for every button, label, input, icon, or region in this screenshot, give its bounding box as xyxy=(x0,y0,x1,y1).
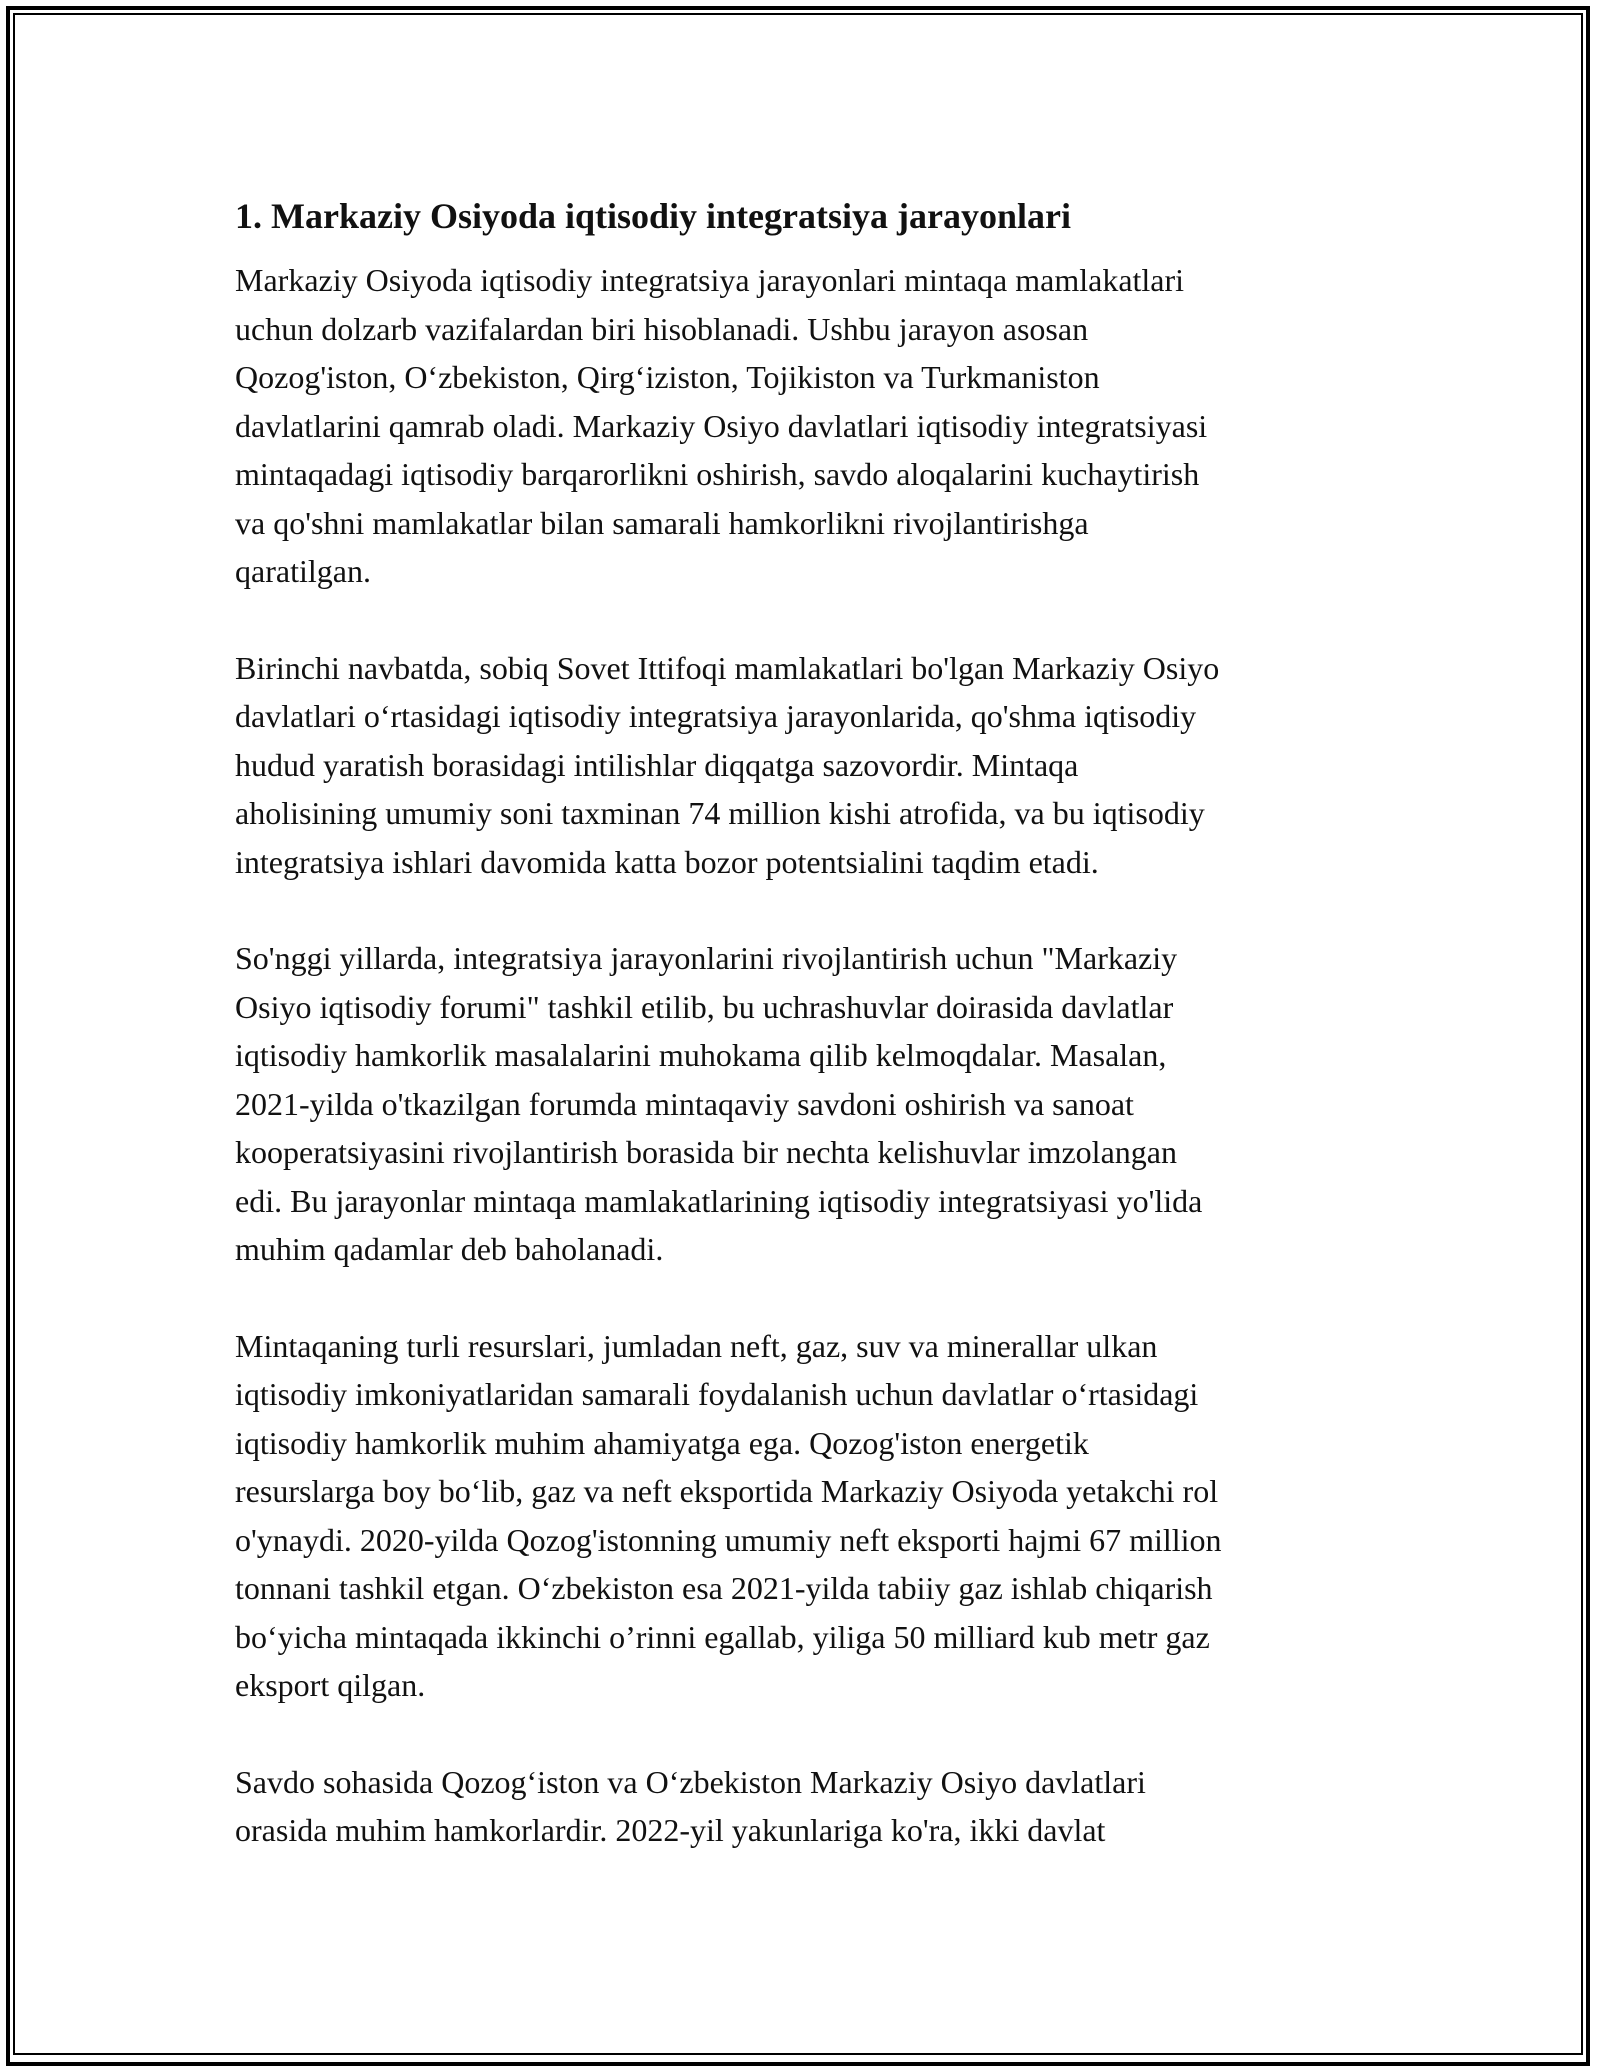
text-line: qaratilgan. xyxy=(235,553,371,589)
paragraph-resources xyxy=(235,1322,1385,1710)
text-line: tonnani tashkil etgan. O‘zbekiston esa 2021-yilda tabiiy gaz ishlab chiqarish xyxy=(235,1570,1213,1606)
text-line: uchun dolzarb vazifalardan biri hisoblanadi. Ushbu jarayon asosan xyxy=(235,310,1089,347)
text-line: So'nggi yillarda, integratsiya jarayonlarini rivojlantirish uchun "Markaziy xyxy=(235,940,1178,976)
text-line: hudud yaratish borasidagi intilishlar diqqatga sazovordir. Mintaqa xyxy=(235,746,1079,783)
text-line: orasida muhim hamkorlardir. 2022-yil yakunlariga ko'ra, ikki davlat xyxy=(235,1812,1106,1848)
document-body xyxy=(235,188,1385,1903)
text-line: Markaziy Osiyoda iqtisodiy integratsiya jarayonlari mintaqa mamlakatlari xyxy=(235,262,1185,298)
text-line: edi. Bu jarayonlar mintaqa mamlakatlarining iqtisodiy integratsiyasi yo'lida xyxy=(235,1182,1203,1219)
paragraph-intro xyxy=(235,256,1385,596)
paragraph-trade xyxy=(235,1758,1385,1855)
text-line: mintaqadagi iqtisodiy barqarorlikni oshirish, savdo aloqalarini kuchaytirish xyxy=(235,456,1200,492)
text-line: resurslarga boy bo‘lib, gaz va neft eksportida Markaziy Osiyoda yetakchi rol xyxy=(235,1473,1219,1509)
text-line: muhim qadamlar deb baholanadi. xyxy=(235,1231,664,1267)
text-line: iqtisodiy hamkorlik masalalarini muhokama qilib kelmoqdalar. Masalan, xyxy=(235,1037,1167,1073)
text-line: iqtisodiy hamkorlik muhim ahamiyatga ega. Qozog'iston energetik xyxy=(235,1424,1089,1461)
text-line: integratsiya ishlari davomida katta bozor potentsialini taqdim etadi. xyxy=(235,843,1099,880)
paragraph-forum xyxy=(235,934,1385,1274)
text-line: davlatlari o‘rtasidagi iqtisodiy integratsiya jarayonlarida, qo'shma iqtisodiy xyxy=(235,698,1197,734)
text-line: Savdo sohasida Qozog‘iston va O‘zbekiston Markaziy Osiyo davlatlari xyxy=(235,1763,1146,1800)
text-line: iqtisodiy imkoniyatlaridan samarali foydalanish uchun davlatlar o‘rtasidagi xyxy=(235,1376,1199,1412)
text-line: va qo'shni mamlakatlar bilan samarali hamkorlikni rivojlantirishga xyxy=(235,504,1089,541)
text-line: Mintaqaning turli resurslari, jumladan neft, gaz, suv va minerallar ulkan xyxy=(235,1327,1158,1364)
text-line: davlatlarini qamrab oladi. Markaziy Osiyo davlatlari iqtisodiy integratsiyasi xyxy=(235,407,1208,444)
text-line: kooperatsiyasini rivojlantirish borasida bir nechta kelishuvlar imzolangan xyxy=(235,1134,1177,1170)
text-line: Birinchi navbatda, sobiq Sovet Ittifoqi mamlakatlari bo'lgan Markaziy Osiyo xyxy=(235,649,1220,686)
section-heading: 1. Markaziy Osiyoda iqtisodiy integratsiya jarayonlari xyxy=(235,196,1071,236)
text-line: Osiyo iqtisodiy forumi" tashkil etilib, bu uchrashuvlar doirasida davlatlar xyxy=(235,988,1174,1025)
text-line: 2021-yilda o'tkazilgan forumda mintaqaviy savdoni oshirish va sanoat xyxy=(235,1085,1134,1122)
text-line: Qozog'iston, O‘zbekiston, Qirg‘iziston, Tojikiston va Turkmaniston xyxy=(235,359,1100,395)
text-line: bo‘yicha mintaqada ikkinchi o’rinni egallab, yiliga 50 milliard kub metr gaz xyxy=(235,1618,1210,1655)
text-line: o'ynaydi. 2020-yilda Qozog'istonning umumiy neft eksporti hajmi 67 million xyxy=(235,1521,1222,1558)
paragraph-population xyxy=(235,644,1385,887)
text-line: aholisining umumiy soni taxminan 74 million kishi atrofida, va bu iqtisodiy xyxy=(235,795,1205,831)
text-line: eksport qilgan. xyxy=(235,1667,426,1703)
